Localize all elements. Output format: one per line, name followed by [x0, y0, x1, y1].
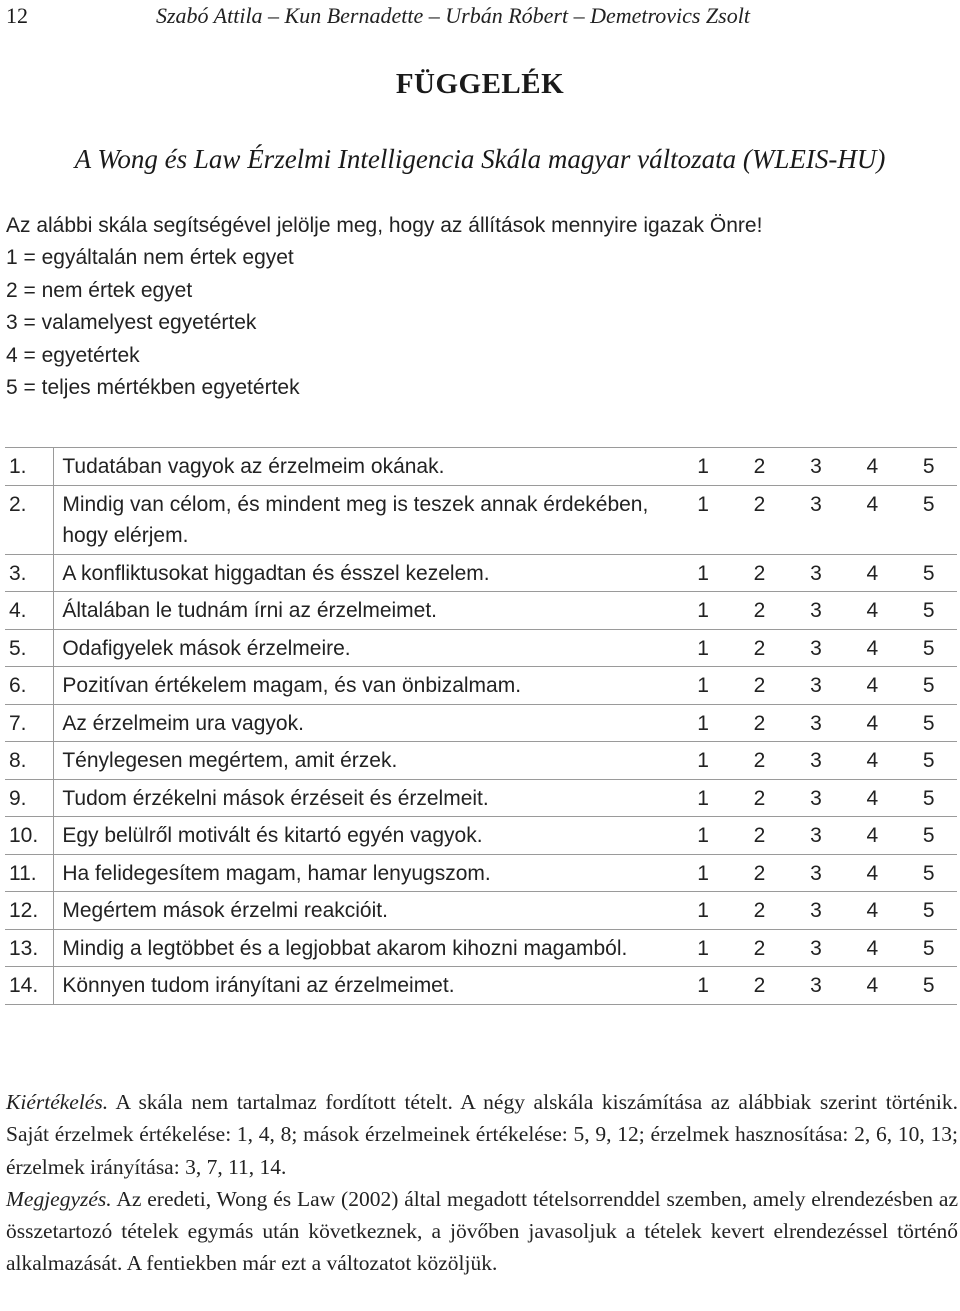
instructions	[6, 210, 762, 404]
item-number: 3.	[5, 554, 54, 592]
rating-option-5[interactable]: 5	[922, 749, 935, 772]
page-header	[6, 2, 956, 30]
item-row	[5, 667, 957, 705]
rating-option-3[interactable]: 3	[810, 636, 822, 660]
rating-option-5[interactable]: 5	[922, 974, 935, 997]
rating-option-5[interactable]: 5	[922, 711, 935, 735]
item-statement: Ha felidegesítem magam, hamar lenyugszom.	[62, 861, 491, 885]
item-number: 7.	[5, 704, 54, 742]
rating-option-1[interactable]: 1	[697, 749, 709, 772]
rating-option-2[interactable]: 2	[753, 861, 766, 885]
evaluation-paragraph	[6, 1086, 958, 1183]
scale-level-4: 4 = egyetértek	[6, 343, 140, 367]
scale-level-3: 3 = valamelyest egyetértek	[6, 311, 257, 335]
rating-option-5[interactable]: 5	[922, 492, 935, 516]
item-number: 11.	[5, 854, 54, 892]
item-number: 10.	[5, 817, 54, 855]
rating-option-1[interactable]: 1	[697, 636, 709, 660]
rating-option-5[interactable]: 5	[922, 899, 935, 922]
rating-option-1[interactable]: 1	[697, 455, 709, 478]
rating-option-3[interactable]: 3	[810, 711, 822, 735]
item-statement: Az érzelmeim ura vagyok.	[62, 711, 304, 735]
rating-option-4[interactable]: 4	[866, 786, 879, 810]
rating-option-1[interactable]: 1	[697, 861, 709, 885]
rating-option-2[interactable]: 2	[753, 492, 766, 516]
rating-option-4[interactable]: 4	[866, 455, 879, 478]
instructions-intro: Az alábbi skála segítségével jelölje meg, hogy az állítások mennyire igazak Önre!	[6, 214, 763, 237]
rating-option-4[interactable]: 4	[866, 599, 879, 622]
page-number: 12	[6, 3, 28, 28]
item-statement: Mindig a legtöbbet és a legjobbat akarom kihozni magamból.	[62, 936, 628, 960]
item-number: 6.	[5, 667, 54, 705]
rating-option-5[interactable]: 5	[922, 636, 935, 660]
rating-option-3[interactable]: 3	[810, 492, 822, 516]
item-number: 2.	[5, 485, 54, 554]
rating-option-4[interactable]: 4	[866, 936, 879, 960]
rating-option-3[interactable]: 3	[810, 899, 822, 922]
item-row	[5, 629, 957, 667]
item-row	[5, 854, 957, 892]
scale-level-2: 2 = nem értek egyet	[6, 278, 193, 302]
rating-option-5[interactable]: 5	[922, 455, 935, 478]
rating-option-3[interactable]: 3	[810, 674, 822, 697]
item-row	[5, 448, 957, 486]
evaluation-label: Kiértékelés.	[6, 1090, 109, 1114]
evaluation-text: A skála nem tartalmaz fordított tételt. A négy alskála kiszámítása az alábbiak szerint történik. Saját érzelmek értékelése: 1, 4, 8; mások érzelmeinek értékelése: 5, 9, 12; érzelmek hasznosítása: 2, 6, 10, 13; érzelmek irányítása: 3, 7, 11, 14.	[6, 1090, 958, 1179]
rating-option-1[interactable]: 1	[697, 936, 709, 960]
rating-option-4[interactable]: 4	[866, 749, 879, 772]
rating-option-3[interactable]: 3	[810, 861, 822, 885]
appendix-title: FÜGGELÉK	[395, 68, 565, 100]
rating-option-3[interactable]: 3	[810, 786, 822, 810]
rating-option-5[interactable]: 5	[922, 936, 935, 960]
scale-level-1: 1 = egyáltalán nem értek egyet	[6, 246, 294, 270]
item-number: 14.	[5, 967, 54, 1005]
item-number: 13.	[5, 929, 54, 967]
rating-option-3[interactable]: 3	[810, 599, 822, 622]
note-text: Az eredeti, Wong és Law (2002) által megadott tételsorrenddel szemben, amely elrendezésben az összetartozó tételek egymás után következnek, a jövőben javasoljuk a tételek kevert elrendezéssel történő alkalmazását. A fentiekben már ezt a változatot közöljük.	[6, 1186, 958, 1276]
rating-option-4[interactable]: 4	[866, 674, 879, 697]
footer-notes	[6, 1086, 958, 1280]
note-label: Megjegyzés.	[6, 1186, 112, 1211]
item-number: 5.	[5, 629, 54, 667]
item-statement: Egy belülről motivált és kitartó egyén vagyok.	[62, 824, 483, 847]
rating-option-4[interactable]: 4	[866, 861, 879, 885]
item-number: 1.	[5, 448, 54, 486]
item-statement: Mindig van célom, és mindent meg is teszek annak érdekében, hogy elérjem.	[62, 492, 649, 547]
rating-option-1[interactable]: 1	[697, 492, 709, 516]
rating-option-2[interactable]: 2	[753, 561, 766, 585]
rating-option-5[interactable]: 5	[922, 786, 935, 810]
rating-option-3[interactable]: 3	[810, 455, 822, 478]
item-row	[5, 485, 957, 554]
note-paragraph	[6, 1183, 958, 1280]
item-statement: Ténylegesen megértem, amit érzek.	[62, 749, 398, 772]
item-number: 12.	[5, 892, 54, 930]
rating-option-1[interactable]: 1	[697, 824, 709, 847]
rating-option-4[interactable]: 4	[866, 711, 879, 735]
scale-level-5: 5 = teljes mértékben egyetértek	[6, 375, 300, 399]
items-table-body	[5, 448, 957, 1005]
item-number: 9.	[5, 779, 54, 817]
rating-option-4[interactable]: 4	[866, 561, 879, 585]
item-statement: Tudom érzékelni mások érzéseit és érzelmeit.	[62, 786, 489, 810]
item-row	[5, 929, 957, 967]
rating-option-1[interactable]: 1	[697, 674, 709, 697]
rating-option-2[interactable]: 2	[753, 711, 766, 735]
rating-option-2[interactable]: 2	[753, 974, 766, 997]
item-row	[5, 967, 957, 1005]
item-number: 8.	[5, 742, 54, 780]
rating-option-4[interactable]: 4	[866, 974, 879, 997]
rating-option-1[interactable]: 1	[697, 974, 709, 997]
rating-option-5[interactable]: 5	[922, 861, 935, 885]
rating-option-1[interactable]: 1	[697, 561, 709, 585]
rating-option-4[interactable]: 4	[866, 824, 879, 847]
rating-option-5[interactable]: 5	[922, 599, 935, 622]
rating-option-3[interactable]: 3	[810, 936, 822, 960]
rating-option-2[interactable]: 2	[753, 599, 766, 622]
item-statement: A konfliktusokat higgadtan és ésszel kezelem.	[62, 561, 490, 585]
item-row	[5, 554, 957, 592]
rating-option-1[interactable]: 1	[697, 786, 709, 810]
rating-option-3[interactable]: 3	[810, 749, 822, 772]
rating-option-2[interactable]: 2	[753, 786, 766, 810]
running-head-authors: Szabó Attila – Kun Bernadette – Urbán Róbert – Demetrovics Zsolt	[156, 3, 750, 28]
rating-option-2[interactable]: 2	[753, 899, 766, 922]
item-statement: Általában le tudnám írni az érzelmeimet.	[62, 599, 438, 622]
rating-option-1[interactable]: 1	[697, 899, 709, 922]
rating-option-1[interactable]: 1	[697, 711, 709, 735]
rating-option-3[interactable]: 3	[810, 974, 822, 997]
item-row	[5, 742, 957, 780]
rating-option-2[interactable]: 2	[753, 636, 766, 660]
rating-option-1[interactable]: 1	[697, 599, 709, 622]
item-statement: Tudatában vagyok az érzelmeim okának.	[62, 455, 445, 478]
scale-title: A Wong és Law Érzelmi Intelligencia Skála magyar változata (WLEIS-HU)	[74, 144, 886, 174]
rating-option-5[interactable]: 5	[922, 561, 935, 585]
rating-option-5[interactable]: 5	[922, 674, 935, 697]
rating-option-4[interactable]: 4	[866, 636, 879, 660]
item-statement: Pozitívan értékelem magam, és van önbizalmam.	[62, 674, 522, 697]
rating-option-4[interactable]: 4	[866, 492, 879, 516]
rating-option-5[interactable]: 5	[922, 824, 935, 847]
rating-option-3[interactable]: 3	[810, 824, 822, 847]
rating-option-2[interactable]: 2	[753, 674, 766, 697]
rating-option-2[interactable]: 2	[753, 936, 766, 960]
rating-option-2[interactable]: 2	[753, 824, 766, 847]
item-row	[5, 704, 957, 742]
items-table	[5, 447, 957, 1005]
item-statement: Könnyen tudom irányítani az érzelmeimet.	[62, 974, 455, 997]
rating-option-2[interactable]: 2	[753, 455, 766, 478]
item-statement: Odafigyelek mások érzelmeire.	[62, 636, 351, 660]
item-row	[5, 892, 957, 930]
item-row	[5, 592, 957, 630]
rating-option-2[interactable]: 2	[753, 749, 766, 772]
item-row	[5, 817, 957, 855]
rating-option-4[interactable]: 4	[866, 899, 879, 922]
item-number: 4.	[5, 592, 54, 630]
item-statement: Megértem mások érzelmi reakcióit.	[62, 899, 388, 922]
item-row	[5, 779, 957, 817]
rating-option-3[interactable]: 3	[810, 561, 822, 585]
